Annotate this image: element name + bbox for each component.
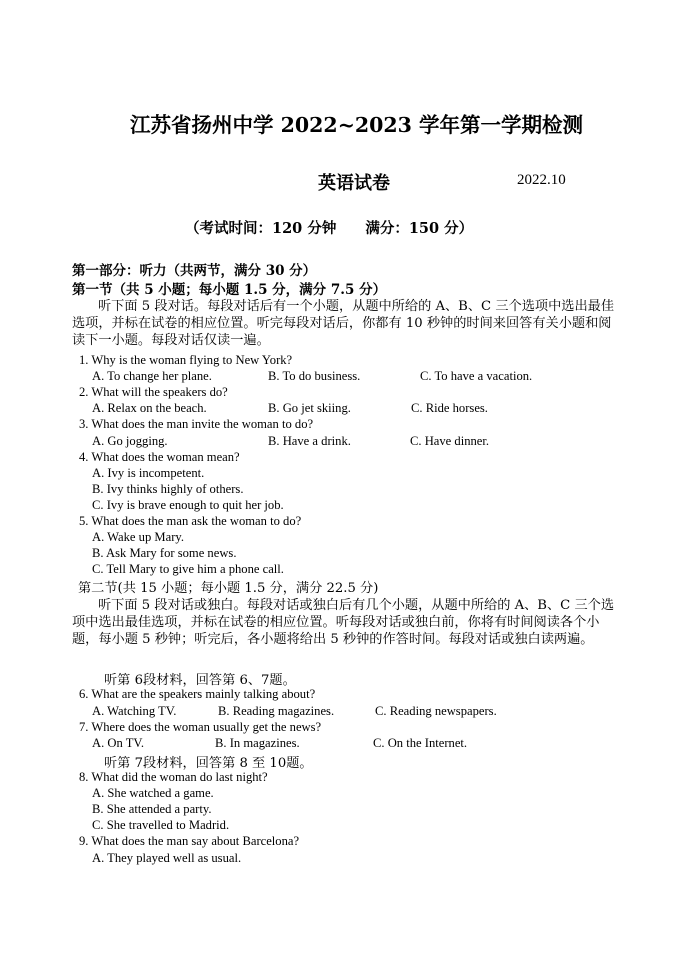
q2-option-c: C. Ride horses.	[411, 401, 488, 415]
part1-heading: 第一部分：听力（共两节，满分 30 分）	[72, 263, 317, 279]
q7-option-c: C. On the Internet.	[373, 736, 468, 750]
question-2: 2. What will the speakers do?	[79, 385, 228, 399]
q1-option-b: B. To do business.	[268, 369, 361, 383]
q8-option-c: C. She travelled to Madrid.	[92, 818, 230, 832]
q8-option-b: B. She attended a party.	[92, 802, 212, 816]
q3-option-a: A. Go jogging.	[92, 434, 168, 448]
material-6-note: 听第 6段材料，回答第 6、7题。	[104, 673, 296, 688]
question-1: 1. Why is the woman flying to New York?	[79, 353, 293, 367]
q8-option-a: A. She watched a game.	[92, 786, 214, 800]
material-7-note: 听第 7段材料，回答第 8 至 10题。	[104, 756, 313, 771]
question-3: 3. What does the man invite the woman to do?	[79, 417, 314, 431]
q1-option-a: A. To change her plane.	[92, 369, 212, 383]
exam-date: 2022.10	[517, 172, 566, 188]
section2-instructions: 听下面 5 段对话或独白。每段对话或独白后有几个小题，从题中所给的 A、B、C 三个选项中选出最佳选项，并标在试卷的相应位置。听每段对话或独白前，你将有时间阅读各个小题，每小题 5 秒钟；听完后，各小题将给出 5 秒钟的作答时间。每段对话或独白读两遍。	[72, 598, 615, 647]
q5-option-a: A. Wake up Mary.	[92, 530, 185, 544]
q6-option-a: A. Watching TV.	[92, 704, 177, 718]
q9-option-a: A. They played well as usual.	[92, 851, 242, 865]
q4-option-a: A. Ivy is incompetent.	[92, 466, 205, 480]
question-4: 4. What does the woman mean?	[79, 450, 240, 464]
q3-option-b: B. Have a drink.	[268, 434, 351, 448]
exam-info: （考试时间：120 分钟 满分：150 分）	[185, 220, 474, 237]
question-7: 7. Where does the woman usually get the news?	[79, 720, 322, 734]
q5-option-c: C. Tell Mary to give him a phone call.	[92, 562, 284, 576]
section2-heading: 第二节(共 15 小题；每小题 1.5 分，满分 22.5 分)	[78, 581, 379, 596]
q4-option-c: C. Ivy is brave enough to quit her job.	[92, 498, 284, 512]
q6-option-c: C. Reading newspapers.	[375, 704, 497, 718]
q5-option-b: B. Ask Mary for some news.	[92, 546, 237, 560]
q4-option-b: B. Ivy thinks highly of others.	[92, 482, 244, 496]
question-9: 9. What does the man say about Barcelona?	[79, 834, 300, 848]
q6-option-b: B. Reading magazines.	[218, 704, 335, 718]
section1-heading: 第一节（共 5 小题；每小题 1.5 分，满分 7.5 分）	[72, 282, 387, 298]
q1-option-c: C. To have a vacation.	[420, 369, 533, 383]
q2-option-b: B. Go jet skiing.	[268, 401, 351, 415]
q7-option-a: A. On TV.	[92, 736, 145, 750]
section1-instructions: 听下面 5 段对话。每段对话后有一个小题，从题中所给的 A、B、C 三个选项中选出最佳选项，并标在试卷的相应位置。听完每段对话后，你都有 10 秒钟的时间来回答有关小题和阅读下一小题。每段对话仅读一遍。	[72, 299, 615, 348]
exam-subject: 英语试卷	[318, 173, 390, 194]
question-8: 8. What did the woman do last night?	[79, 770, 268, 784]
question-5: 5. What does the man ask the woman to do?	[79, 514, 302, 528]
question-6: 6. What are the speakers mainly talking about?	[79, 687, 316, 701]
q3-option-c: C. Have dinner.	[410, 434, 490, 448]
q2-option-a: A. Relax on the beach.	[92, 401, 207, 415]
exam-title: 江苏省扬州中学 2022~2023 学年第一学期检测	[130, 113, 584, 137]
q7-option-b: B. In magazines.	[215, 736, 300, 750]
